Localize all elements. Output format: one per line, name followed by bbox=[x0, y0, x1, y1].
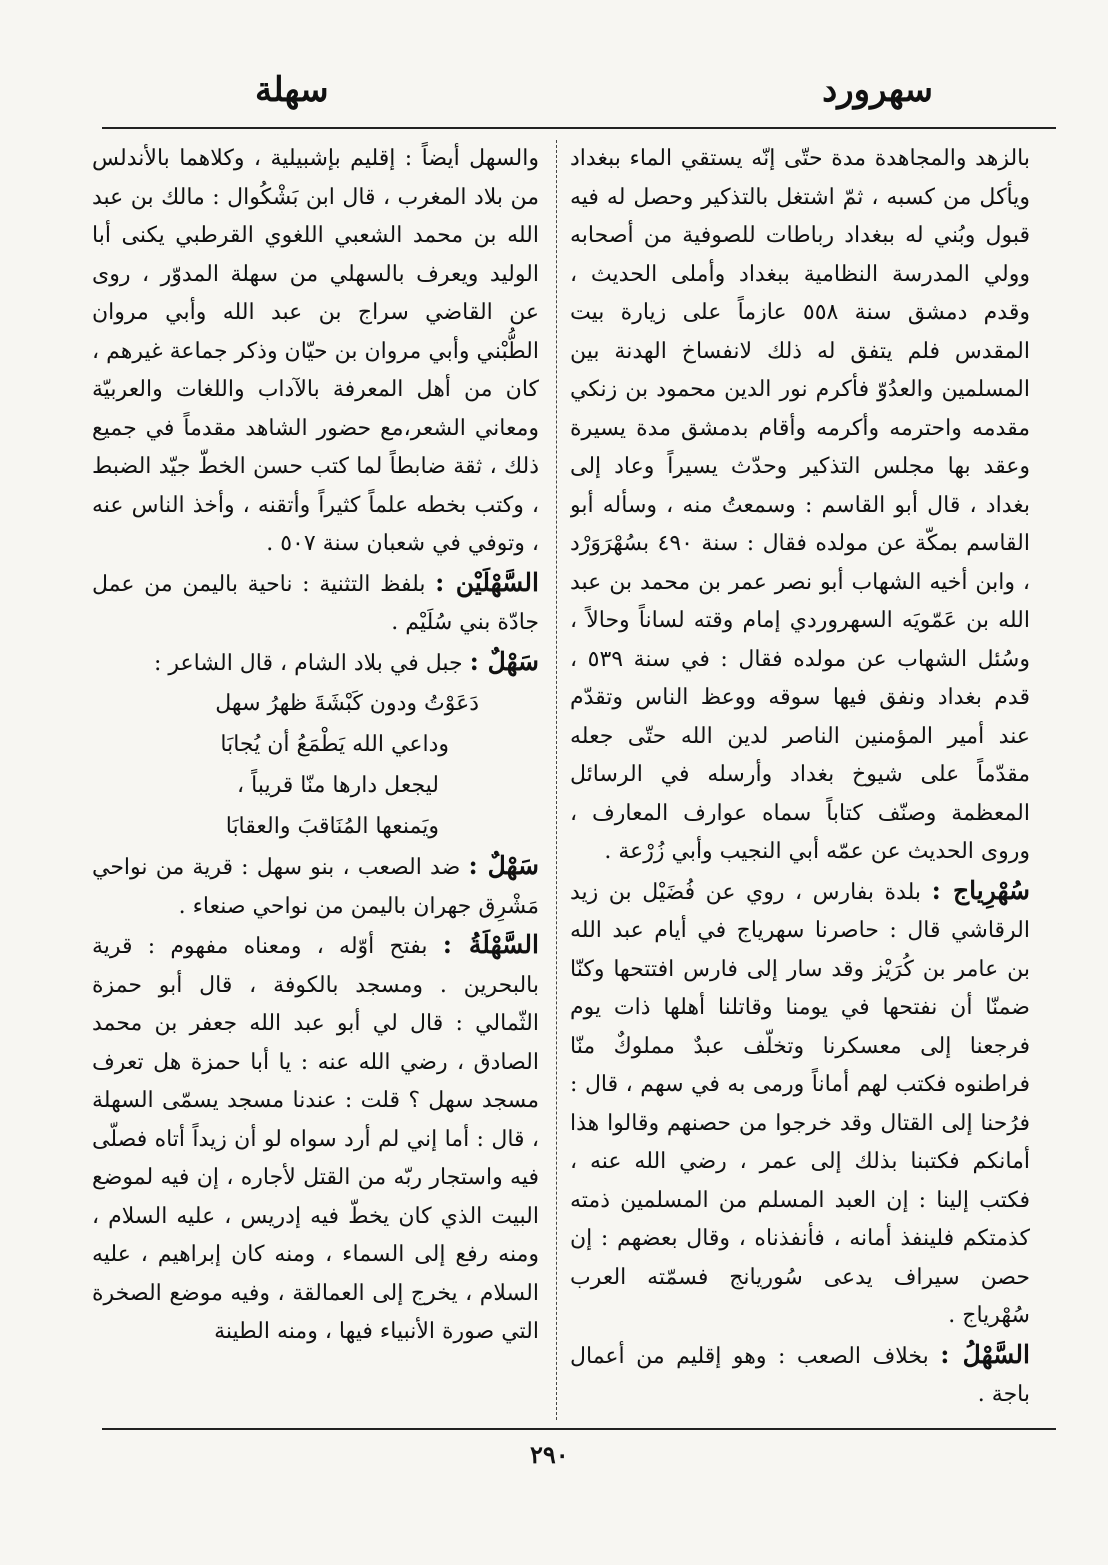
page-number: ٢٩٠ bbox=[530, 1440, 569, 1469]
continuation-paragraph: والسهل أيضاً : إقليم بإشبيلية ، وكلاهما بالأندلس من بلاد المغرب ، قال ابن بَشْكُوال : مالك بن عبد الله بن محمد الشعبي اللغوي القرطبي يكنى أبا الوليد ويعرف بالسهلي من سهلة المدوّر ، روى عن القاضي سراج بن عبد الله وأبي مروان الطُّبْني وأبي مروان بن حيّان وذكر جماعة غيرهم ، كان من أهل المعرفة بالآداب واللغات والعربيّة ومعاني الشعر،مع حضور الشاهد مقدماً في جميع ذلك ، ثقة ضابطاً لما كتب حسن الخطّ جيّد الضبط ، وكتب بخطه علماً كثيراً وأتقنه ، وأخذ الناس عنه ، وتوفي في شعبان سنة ٥٠٧ . bbox=[92, 146, 539, 556]
verse-line: ليجعل دارها منّا قريباً ، bbox=[237, 773, 439, 798]
left-column bbox=[92, 140, 539, 1420]
entry-sahl-plain bbox=[92, 847, 539, 926]
entry-al-sahlayn bbox=[92, 564, 539, 643]
entry-text: ضد الصعب ، بنو سهل : قرية من نواحي مَشْرِق جهران باليمن من نواحي صنعاء . bbox=[92, 855, 539, 919]
top-rule bbox=[102, 127, 1056, 129]
entry-text: جبل في بلاد الشام ، قال الشاعر : bbox=[154, 650, 463, 676]
headword: السَّهْلُ : bbox=[940, 1339, 1030, 1369]
entry-text: بلفظ التثنية : ناحية باليمن من عمل جادّة بني سُلَيْم . bbox=[92, 571, 539, 635]
headword: سَهْلٌ : bbox=[468, 851, 539, 880]
running-headword-right: سهرورد bbox=[822, 70, 933, 110]
headword: السَّهْلَةُ : bbox=[442, 930, 539, 959]
column-divider bbox=[556, 140, 557, 1420]
entry-text: بلدة بفارس ، روي عن فُضَيْل بن زيد الرقاشي قال : حاصرنا سهرياج في أيام عبد الله بن عامر بن كُرَيْز وقد سار إلى فارس افتتحها وكنّا ضمنّا أن نفتحها في يومنا وقاتلنا أهلها ذات يوم فرجعنا إلى معسكرنا وتخلّف عبدٌ مملوكٌ منّا فراطنوه فكتب لهم أماناً ورمى به في سهم ، قال : فرُحنا إلى القتال وقد خرجوا من حصنهم وقالوا هذا أمانكم فكتبنا بذلك إلى عمر ، رضي الله عنه ، فكتب إلينا : إن العبد المسلم من المسلمين ذمته كذمتكم فلينفذ أمانه ، فأنفذناه ، وقال بعضهم : إن حصن سيراف يدعى سُوريانج فسمّته العرب سُهْرياج . bbox=[570, 879, 1030, 1328]
running-headword-left: سهلة bbox=[255, 70, 329, 110]
bottom-rule bbox=[102, 1428, 1056, 1430]
entry-al-sahl bbox=[570, 1336, 1030, 1415]
continuation-paragraph: بالزهد والمجاهدة مدة حتّى إنّه يستقي الماء ببغداد ويأكل من كسبه ، ثمّ اشتغل بالتذكير وحصل له فيه قبول وبُني له ببغداد رباطات للصوفية من أصحابه وولي المدرسة النظامية ببغداد وأملى الحديث ، وقدم دمشق سنة ٥٥٨ عازماً على زيارة بيت المقدس فلم يتفق له ذلك لانفساخ الهدنة بين المسلمين والعدُوّ فأكرم نور الدين محمود بن زنكي مقدمه واحترمه وأكرمه وأقام بدمشق مدة يسيرة وعقد بها مجلس التذكير وحدّث يسيراً وعاد إلى بغداد ، قال أبو القاسم : وسمعتُ منه ، وسأله أبو القاسم بمكّة عن مولده فقال : سنة ٤٩٠ بسُهْرَوَرْد ، وابن أخيه الشهاب أبو نصر عمر بن محمد بن عبد الله بن عَمّويَه السهروردي إمام وقته لساناً وحالاً ، وسُئل الشهاب عن مولده فقال : في سنة ٥٣٩ ، قدم بغداد ونفق فيها سوقه ووعظ الناس وتقدّم عند أمير المؤمنين الناصر لدين الله حتّى جعله مقدّماً على شيوخ بغداد وأرسله في الرسائل المعظمة وصنّف كتاباً سماه عوارف المعارف ، وروى الحديث عن عمّه أبي النجيب وأبي زُرْعة . bbox=[570, 146, 1030, 864]
verse-line: دَعَوْتُ ودون كَبْشَةَ ظهرُ سهل bbox=[215, 691, 479, 716]
verse-line: ويَمنعها المُنَاقبَ والعقابَا bbox=[225, 814, 439, 839]
right-column bbox=[570, 140, 1030, 1420]
entry-suhriyaj bbox=[570, 872, 1030, 1336]
entry-sahl-mountain bbox=[92, 643, 539, 684]
entry-text: بخلاف الصعب : وهو إقليم من أعمال باجة . bbox=[570, 1343, 1030, 1407]
entry-al-sahla bbox=[92, 926, 539, 1352]
headword: السَّهْلَيْن : bbox=[435, 567, 539, 597]
entry-text: بفتح أوّله ، ومعناه مفهوم : قرية بالبحرين . ومسجد بالكوفة ، قال أبو حمزة الثّمالي : قال لي أبو عبد الله جعفر بن محمد الصادق ، رضي الله عنه : يا أبا حمزة هل تعرف مسجد سهل ؟ قلت : عندنا مسجد يسمّى السهلة ، قال : أما إني لم أرد سواه لو أن زيداً أتاه فصلّى فيه واستجار ربّه من القتل لأجاره ، إن فيه لموضع البيت الذي كان يخطّ فيه إدريس ، عليه السلام ، ومنه رفع إلى السماء ، ومنه كان إبراهيم ، عليه السلام ، يخرج إلى العمالقة ، وفيه موضع الصخرة التي صورة الأنبياء فيها ، ومنه الطينة bbox=[92, 934, 539, 1344]
headword: سَهْلٌ : bbox=[469, 646, 539, 676]
headword: سُهْرِياج : bbox=[931, 875, 1030, 905]
verse-line: وداعي الله يَطْمَعُ أن يُجابَا bbox=[220, 732, 449, 757]
